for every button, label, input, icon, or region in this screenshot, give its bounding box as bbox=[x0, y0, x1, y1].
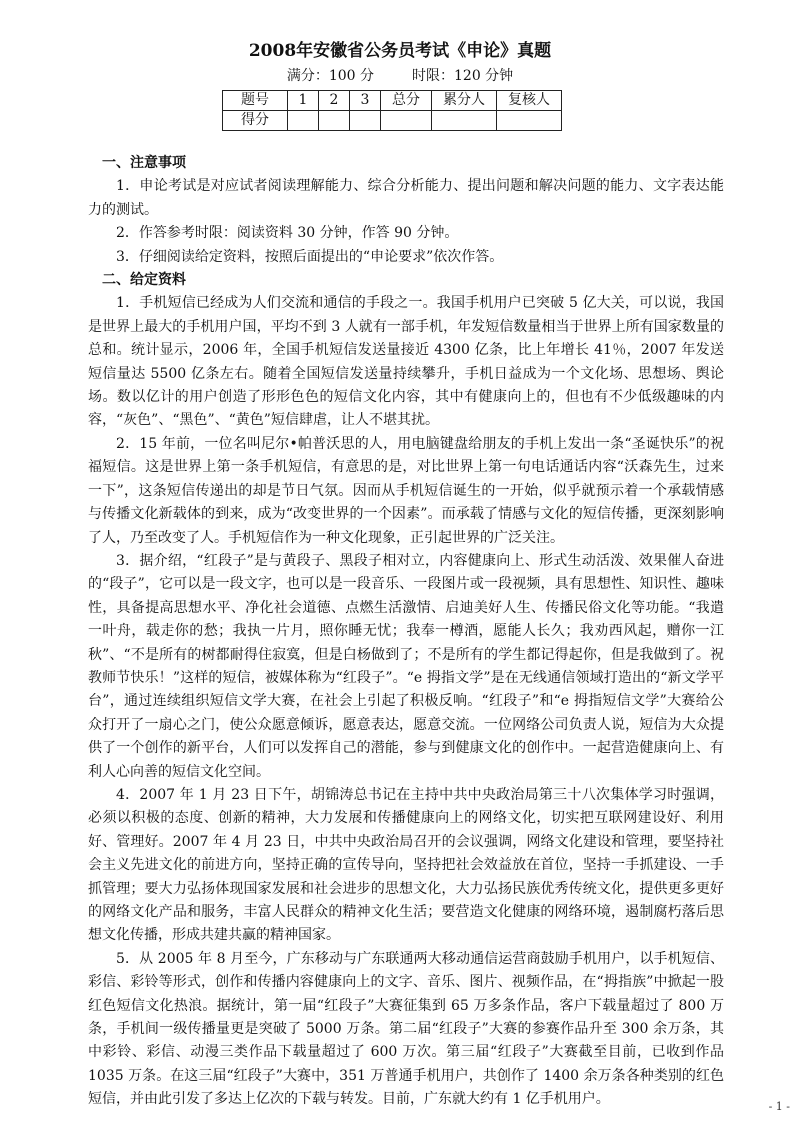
score-table bbox=[222, 90, 562, 131]
score-cell bbox=[288, 111, 319, 131]
score-table-header: 累分人 bbox=[432, 91, 497, 111]
time-limit: 时限：120 分钟 bbox=[412, 68, 514, 84]
score-table-header: 题号 bbox=[223, 91, 288, 111]
score-cell bbox=[497, 111, 562, 131]
note-paragraph: 2．作答参考时限：阅读资料 30 分钟，作答 90 分钟。 bbox=[116, 225, 459, 242]
score-cell bbox=[319, 111, 350, 131]
page-number: - 1 - bbox=[768, 1100, 790, 1113]
material-paragraph: 2．15 年前，一位名叫尼尔•帕普沃思的人，用电脑键盘给朋友的手机上发出一条“圣诞快乐”的祝福短信。这是世界上第一条手机短信，有意思的是，对比世界上第一句电话通话内容“沃森先生，过来一下”，这条短信传递出的却是节日气氛。因而从手机短信诞生的一开始，似乎就预示着一个承载情感与传播文化新载体的到来，成为“改变世界的一个因素”。而承载了情感与文化的短信传播，更深刻影响了人，乃至改变了人。手机短信作为一种文化现象，正引起世界的广泛关注。 bbox=[88, 435, 724, 546]
score-table-header: 2 bbox=[319, 91, 350, 111]
score-cell bbox=[432, 111, 497, 131]
note-paragraph: 3．仔细阅读给定资料，按照后面提出的“申论要求”依次作答。 bbox=[116, 248, 504, 265]
score-row-label: 得分 bbox=[223, 111, 288, 131]
score-cell bbox=[381, 111, 432, 131]
section-heading-notes: 一、注意事项 bbox=[102, 155, 186, 171]
score-table-header: 复核人 bbox=[497, 91, 562, 111]
score-table-header: 总分 bbox=[381, 91, 432, 111]
score-cell bbox=[350, 111, 381, 131]
material-paragraph: 1．手机短信已经成为人们交流和通信的手段之一。我国手机用户已突破 5 亿大关，可以说，我国是世界上最大的手机用户国，平均不到 3 人就有一部手机，年发短信数量相当于世界上所有国家数量的总和。统计显示，2006 年，全国手机短信发送量接近 4300 亿条，比上年增长 41％，2007 年发送短信量达 5500 亿条左右。随着全国短信发送量持续攀升，手机日益成为一个文化场、思想场、舆论场。数以亿计的用户创造了形形色色的短信文化内容，其中有健康向上的，但也有不少低级趣味的内容，“灰色”、“黑色”、“黄色”短信肆虐，让人不堪其扰。 bbox=[88, 295, 724, 429]
full-score: 满分：100 分 bbox=[286, 68, 374, 84]
document-title: 2008年安徽省公务员考试《申论》真题 bbox=[248, 41, 552, 61]
score-table-header-row bbox=[223, 91, 562, 111]
score-table-header: 1 bbox=[288, 91, 319, 111]
section-heading-materials: 二、给定资料 bbox=[102, 272, 186, 289]
document-body bbox=[88, 152, 724, 1112]
note-paragraph: 1．申论考试是对应试者阅读理解能力、综合分析能力、提出问题和解决问题的能力、文字表达能力的测试。 bbox=[88, 178, 724, 218]
exam-meta bbox=[0, 66, 800, 86]
material-paragraph: 4．2007 年 1 月 23 日下午，胡锦涛总书记在主持中共中央政治局第三十八次集体学习时强调，必须以积极的态度、创新的精神，大力发展和传播健康向上的网络文化，切实把互联网建设好、利用好、管理好。2007 年 4 月 23 日，中共中央政治局召开的会议强调，网络文化建设和管理，要坚持社会主义先进文化的前进方向，坚持正确的宣传导向，坚持把社会效益放在首位，坚持一手抓建设、一手抓管理；要大力弘扬体现国家发展和社会进步的思想文化，大力弘扬民族优秀传统文化，提供更多更好的网络文化产品和服务，丰富人民群众的精神文化生活；要营造文化健康的网络环境，遏制腐朽落后思想文化传播，形成共建共赢的精神国家。 bbox=[88, 786, 724, 944]
material-paragraph: 3．据介绍，“红段子”是与黄段子、黑段子相对立，内容健康向上、形式生动活泼、效果催人奋进的“段子”，它可以是一段文字，也可以是一段音乐、一段图片或一段视频，具有思想性、知识性、趣味性，具备提高思想水平、净化社会道德、点燃生活激情、启迪美好人生、传播民俗文化等功能。“我遣一叶舟，载走你的愁；我执一片月，照你睡无忧；我奉一樽酒，愿能人长久；我劝西风起，赠你一江秋”、“不是所有的树都耐得住寂寞，但是白杨做到了；不是所有的学生都记得起你，但是我做到了。祝教师节快乐！”这样的短信，被媒体称为“红段子”。“e 拇指文学”是在无线通信领域打造出的“新文学平台”，通过连续组织短信文学大赛，在社会上引起了积极反响。“红段子”和“e 拇指短信文学”大赛给公众打开了一扇心之门，使公众愿意倾诉，愿意表达，愿意交流。一位网络公司负责人说，短信为大众提供了一个创作的新平台，人们可以发挥自己的潜能，参与到健康文化的创作中。一起营造健康向上、有利人心向善的短信文化空间。 bbox=[88, 552, 724, 780]
score-table-score-row bbox=[223, 111, 562, 131]
score-table-header: 3 bbox=[350, 91, 381, 111]
material-paragraph: 5．从 2005 年 8 月至今，广东移动与广东联通两大移动通信运营商鼓励手机用户，以手机短信、彩信、彩铃等形式，创作和传播内容健康向上的文字、音乐、图片、视频作品，在“拇指族”中掀起一股红色短信文化热浪。据统计，第一届“红段子”大赛征集到 65 万多条作品，客户下载量超过了 800 万条，手机间一级传播量更是突破了 5000 万条。第二届“红段子”大赛的参赛作品升至 300 余万条，其中彩铃、彩信、动漫三类作品下载量超过了 600 万次。第三届“红段子”大赛截至目前，已收到作品 1035 万条。在这三届“红段子”大赛中，351 万普通手机用户，共创作了 1400 余万条各种类别的红色短信，并由此引发了多达上亿次的下载与转发。目前，广东就大约有 1 亿手机用户。 bbox=[88, 950, 724, 1108]
